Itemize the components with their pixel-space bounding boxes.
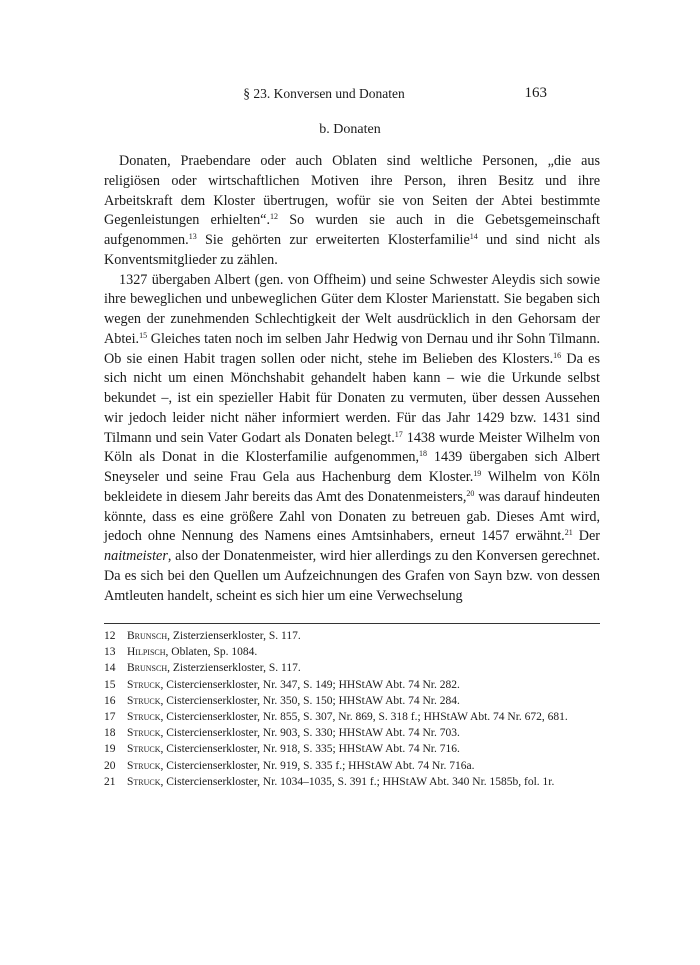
footnote-ref[interactable]: 20 [466, 488, 475, 498]
footnote-number: 18 [104, 727, 116, 740]
footnote-text [127, 774, 600, 790]
running-head-title: § 23. Konversen und Donaten [243, 86, 405, 101]
footnote-number: 17 [104, 711, 116, 724]
footnote-number: 12 [104, 630, 116, 642]
footnote-ref[interactable]: 12 [270, 212, 279, 222]
footnote-ref[interactable]: 19 [473, 469, 482, 478]
footnote [104, 709, 600, 725]
footnote [104, 677, 600, 693]
footnote-text [127, 644, 600, 660]
body-text [104, 152, 600, 606]
text-run: Donaten, Praebendare oder auch Oblaten sind weltliche Personen, „die aus religiösen oder wirtschaftlichen Motiven ihre Person, ihren Besitz und ihre Arbeitskraft dem Kloster übertrugen, wofür sie von Seiten der Abtei bestimmte Gegenleistungen erhielten“. [104, 153, 600, 229]
footnote-author: Struck [127, 775, 161, 788]
text-run: Wilhelm von Köln bekleidete in diesem Jahr bereits das Amt des Donatenmeisters, [104, 469, 600, 505]
footnote-citation: , Cistercienserkloster, Nr. 919, S. 335 f.; HHStAW Abt. 74 Nr. 716a. [160, 759, 475, 772]
footnotes [104, 628, 600, 790]
text-run: , also der Donatenmeister, wird hier allerdings zu den Konversen gerechnet. Da es sich bei den Quellen um Aufzeichnungen des Grafen von Sayn bzw. von dessen Amtleuten handelt, scheint es sich hier um eine Verwechselung [104, 548, 600, 604]
footnote-number: 21 [104, 775, 116, 788]
footnote-text [127, 693, 600, 709]
text-run: So wurden sie auch in die Gebetsgemeinschaft aufgenommen. [104, 212, 600, 248]
footnote-author: Brunsch [127, 662, 168, 675]
footnote-author: Struck [127, 727, 161, 740]
text-run: und sind nicht als Konventsmitglieder zu zählen. [104, 232, 600, 268]
italic-term: naitmeister [104, 548, 168, 564]
footnote-author: Struck [127, 678, 161, 691]
footnote [104, 628, 600, 644]
footnote [104, 774, 600, 790]
text-run: Sie gehörten zur erweiterten Klosterfamilie [196, 232, 470, 248]
section-title: b. Donaten [319, 122, 381, 137]
footnote [104, 758, 600, 774]
footnote-author: Struck [127, 759, 161, 772]
paragraph [104, 271, 600, 607]
footnote-ref[interactable]: 14 [469, 232, 478, 241]
footnote-number: 19 [104, 743, 116, 756]
footnote-author: Struck [127, 694, 161, 707]
text-run: 1438 wurde Meister Wilhelm von Köln als Donat in die Klosterfamilie aufgenommen, [104, 429, 600, 466]
footnote-citation: , Zisterzienserkloster, S. 117. [167, 662, 301, 675]
footnote-text [127, 741, 600, 757]
text-run: 1327 übergaben Albert (gen. von Offheim) und seine Schwester Aleydis sich sowie ihre beweglichen und unbeweglichen Güter dem Kloster Marienstatt. Sie begaben sich wegen der zunehmenden Schlechtigkeit der Welt ausdrücklich in den Gehorsam der Abtei. [104, 271, 600, 347]
footnote [104, 644, 600, 660]
footnote-text [127, 677, 600, 693]
paragraph [104, 152, 600, 271]
text-run: Da es sich nicht um einen Mönchshabit gehandelt haben kann – wie die Urkunde selbst bekundet –, ist ein spezieller Habit für Donaten zu vermuten, über dessen Aussehen wir jedoch leider nicht näher informiert werden. Für das Jahr 1429 bzw. 1431 sind Tilmann und sein Vater Godart als Donaten belegt. [104, 350, 600, 446]
footnote-text [127, 758, 600, 774]
footnote-author: Hilpisch [127, 646, 166, 659]
footnote [104, 725, 600, 741]
footnote [104, 660, 600, 676]
footnote-ref[interactable]: 17 [394, 429, 403, 439]
page-number: 163 [524, 85, 547, 101]
footnote-number: 13 [104, 646, 116, 659]
text-run: was darauf hindeuten könnte, dass es eine größere Zahl von Donaten zu betreuen gab. Dieses Amt wird, jedoch ohne Nennung des Namens eines Amtsinhabers, erneut 1457 erwähnt. [104, 488, 600, 545]
footnote-text [127, 725, 600, 741]
footnote-ref[interactable]: 16 [553, 350, 562, 360]
text-run: Gleiches taten noch im selben Jahr Hedwig von Dernau und ihr Sohn Tilmann. Ob sie einen Habit tragen sollen oder nicht, stehe im Belieben des Klosters. [104, 330, 600, 367]
footnote-author: Struck [127, 711, 161, 724]
footnote [104, 741, 600, 757]
footnote-citation: , Cistercienserkloster, Nr. 855, S. 307, Nr. 869, S. 318 f.; HHStAW Abt. 74 Nr. 672, 681. [160, 711, 568, 724]
footnote-text [127, 709, 600, 725]
footnote-ref[interactable]: 13 [188, 232, 197, 241]
footnote-citation: , Cistercienserkloster, Nr. 1034–1035, S. 391 f.; HHStAW Abt. 340 Nr. 1585b, fol. 1r. [160, 775, 555, 788]
footnote-text [127, 660, 600, 676]
footnote-author: Struck [127, 743, 161, 756]
footnote-citation: , Cistercienserkloster, Nr. 903, S. 330; HHStAW Abt. 74 Nr. 703. [160, 727, 460, 740]
footnote-number: 15 [104, 678, 116, 691]
text-run: Der [572, 528, 600, 545]
footnote-citation: , Zisterzienserkloster, S. 117. [167, 630, 301, 642]
footnote-number: 20 [104, 759, 116, 772]
footnote-author: Brunsch [127, 630, 168, 642]
footnote-citation: , Cistercienserkloster, Nr. 350, S. 150; HHStAW Abt. 74 Nr. 284. [160, 694, 460, 707]
footnote-number: 16 [104, 694, 116, 707]
footnote-ref[interactable]: 21 [564, 528, 573, 538]
footnote-citation: , Oblaten, Sp. 1084. [165, 646, 258, 659]
footnote-ref[interactable]: 15 [139, 330, 148, 340]
running-head [0, 86, 700, 106]
footnote-rule [104, 623, 600, 624]
text-run: 1439 übergaben sich Albert Sneyseler und seine Frau Gela aus Hachenburg dem Kloster. [104, 449, 600, 485]
footnote-citation: , Cistercienserkloster, Nr. 347, S. 149; HHStAW Abt. 74 Nr. 282. [160, 678, 460, 691]
footnote-text [127, 628, 600, 644]
footnote-number: 14 [104, 662, 116, 675]
footnote-citation: , Cistercienserkloster, Nr. 918, S. 335; HHStAW Abt. 74 Nr. 716. [160, 743, 460, 756]
footnote-ref[interactable]: 18 [419, 449, 428, 459]
footnote [104, 693, 600, 709]
